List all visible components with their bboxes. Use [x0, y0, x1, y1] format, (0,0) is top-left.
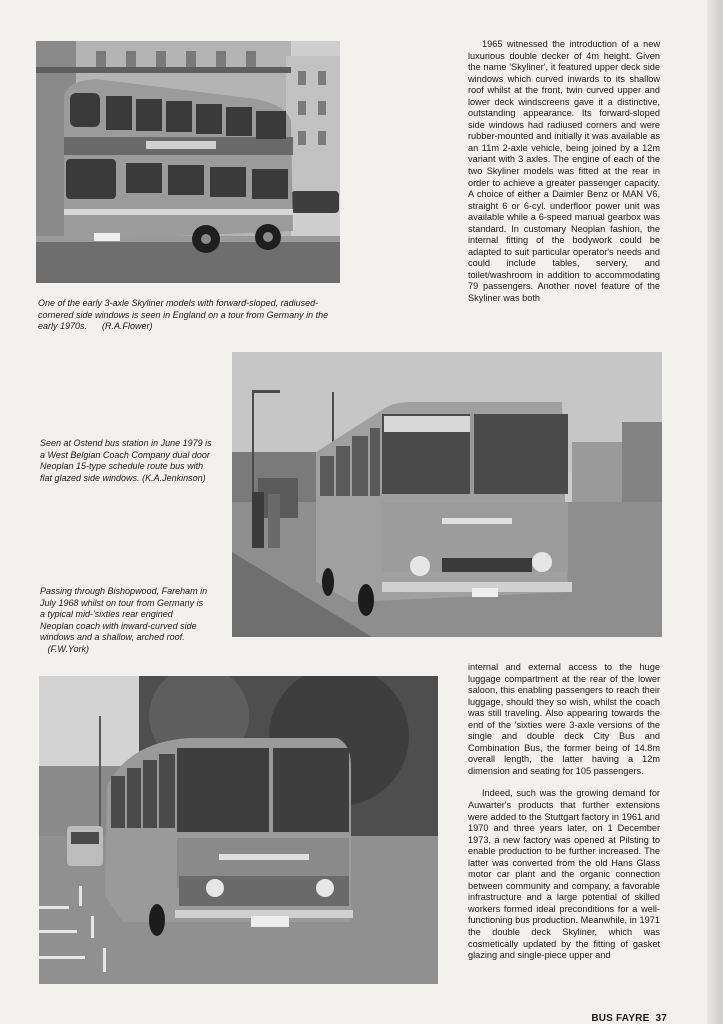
caption-photo-bishopwood — [40, 586, 208, 656]
caption-text: One of the early 3-axle Skyliner models with forward-sloped, radiused-cornered side windows is seen in England on a tour from Germany in the early 1970s. — [38, 298, 329, 332]
magazine-name: BUS FAYRE — [591, 1013, 650, 1024]
article-column-top — [468, 39, 660, 305]
caption-credit: (K.A.Jenkinson) — [142, 472, 206, 483]
caption-credit: (R.A.Flower) — [102, 321, 153, 332]
article-paragraph: 1965 witnessed the introduction of a new luxurious double decker of 4m height. Given the name 'Skyliner', it featured upper deck side windows which curved inwards to its shallow roof whilst at the front, twin curved upper and lower deck windscreens gave it a distinctive, outstanding appearance. Its forward-sloped side windows had radiused corners and were rubber-mounted and initially it was available as an 11m 2-axle vehicle, being joined by a 12m variant with 3 axles. The engine of each of the two Skyliner models was fitted at the rear in order to achieve a greater passenger capacity. A choice of either a Daimler Benz or MAN V6, straight 6 or 6-cyl. underfloor power unit was available while a 6-speed manual gearbox was standard. In customary Neoplan fashion, the internal fitting of the bodywork could be adapted to suit particular operator's needs and could include tables, servery, and toilet/washroom in addition to accommodating 79 passengers. Another novel feature of the Skyliner was both — [468, 39, 660, 304]
article-paragraph: internal and external access to the huge luggage compartment at the rear of the lower saloon, this enabling passengers to reach their luggage, should they so wish, whilst the coach was still traveling. Also appearing towards the end of the 'sixties were 3-axle versions of the single and double deck City Bus and Combination Bus, the former being of 14.8m overall length, the latter having a 12m dimension and seating for 105 passengers. — [468, 662, 660, 776]
article-paragraph: Indeed, such was the growing demand for Auwarter's products that further extensions were added to the Stuttgart factory in 1961 and 1970 and three years later, on 1 December 1973, a new factory was opened at Pilsting to enable production to be further increased. The latter was converted from the old Hans Glass motor car plant and the organic connection between community and company, a favorable infrastructure and a large potential of skilled workers formed ideal preconditions for a well-functioning bus production. Meanwhile, in 1971 the double deck Skyliner, which was cosmetically updated by the fitting of gasket glazing and single-piece upper and — [468, 788, 660, 961]
photo-skyliner — [36, 41, 340, 283]
page-edge — [707, 0, 723, 1024]
caption-text: Seen at Ostend bus station in June 1979 is a West Belgian Coach Company dual door Neoplan 15-type schedule route bus with flat glazed side windows. — [40, 438, 212, 483]
article-column-bottom — [468, 662, 660, 962]
photo-bishopwood-coach — [39, 676, 438, 984]
photo-ostend-bus — [232, 352, 662, 637]
caption-photo-ostend — [40, 438, 212, 484]
caption-credit: (F.W.York) — [47, 643, 90, 654]
page-footer — [591, 1013, 667, 1024]
page-number: 37 — [655, 1013, 667, 1024]
caption-text: Passing through Bishopwood, Fareham in July 1968 whilst on tour from Germany is a typical mid-'sixties rear engined Neoplan coach with inward-curved side windows and a shallow, arched roof. — [40, 586, 208, 643]
caption-photo-skyliner — [38, 298, 338, 333]
